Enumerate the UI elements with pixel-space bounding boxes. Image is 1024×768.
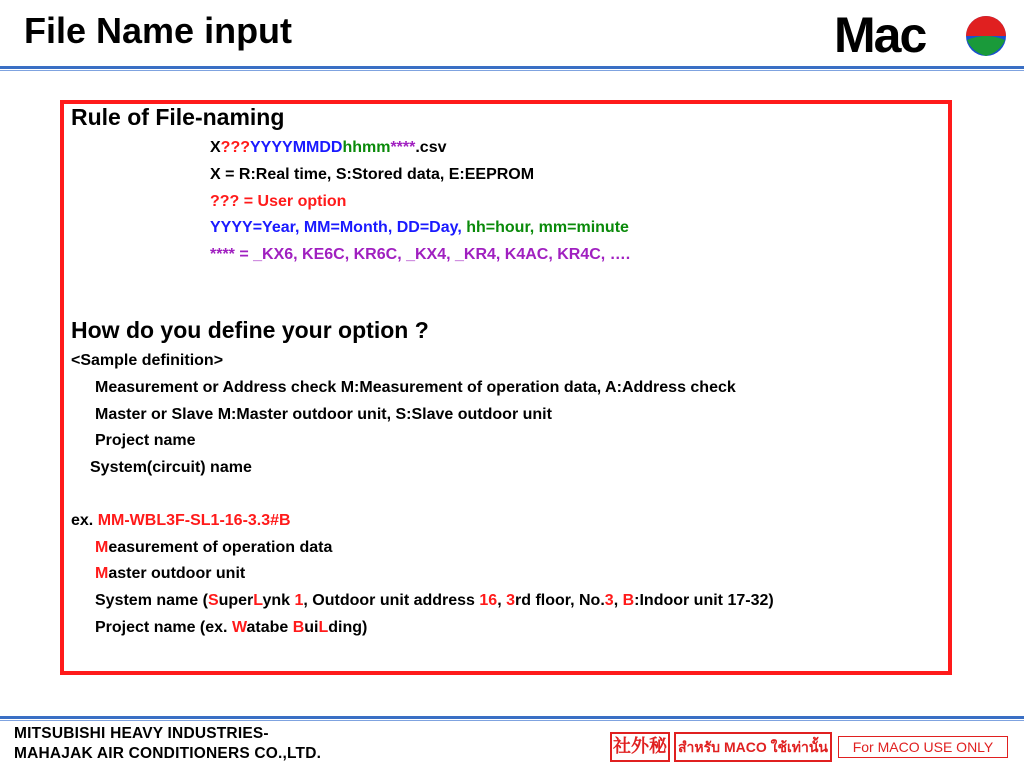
filename-pattern: X???YYYYMMDDhhmm****.csv	[210, 139, 447, 156]
company-name: MITSUBISHI HEAVY INDUSTRIES- MAHAJAK AIR CONDITIONERS CO.,LTD.	[14, 725, 322, 762]
datetime-definition: YYYY=Year, MM=Month, DD=Day, hh=hour, mm=minute	[210, 219, 629, 236]
example-code: ex. MM-WBL3F-SL1-16-3.3#B	[71, 512, 291, 529]
example-line: Master outdoor unit	[95, 565, 246, 582]
thai-stamp: สำหรับ MACO ใช้เท่านั้น	[674, 732, 832, 762]
define-item: Master or Slave M:Master outdoor unit, S:Slave outdoor unit	[95, 406, 552, 423]
maco-only-label: For MACO USE ONLY	[838, 736, 1008, 758]
example-line: Project name (ex. Watabe BuiLding)	[95, 619, 368, 636]
define-heading: How do you define your option ?	[71, 317, 429, 343]
option-definition: ??? = User option	[210, 193, 347, 210]
x-definition: X = R:Real time, S:Stored data, E:EEPROM	[210, 166, 535, 183]
example-line: System name (SuperLynk 1, Outdoor unit address 16, 3rd floor, No.3, B:Indoor unit 17-32)	[95, 592, 774, 609]
globe-icon	[966, 16, 1006, 56]
logo-wordmark: Mac	[834, 12, 926, 58]
rule-heading: Rule of File-naming	[71, 104, 285, 130]
confidential-stamp: 社外秘	[610, 732, 670, 762]
define-item: Measurement or Address check M:Measurement of operation data, A:Address check	[95, 379, 736, 396]
define-item: System(circuit) name	[90, 459, 252, 476]
header-divider	[0, 64, 1024, 76]
page-title: File Name input	[24, 10, 293, 51]
suffix-definition: **** = _KX6, KE6C, KR6C, _KX4, _KR4, K4AC, KR4C, ….	[210, 246, 631, 263]
define-item: Project name	[95, 432, 196, 449]
sample-label: <Sample definition>	[71, 352, 224, 369]
maco-logo	[834, 12, 1009, 58]
footer-divider	[0, 714, 1024, 724]
example-line: Measurement of operation data	[95, 539, 333, 556]
